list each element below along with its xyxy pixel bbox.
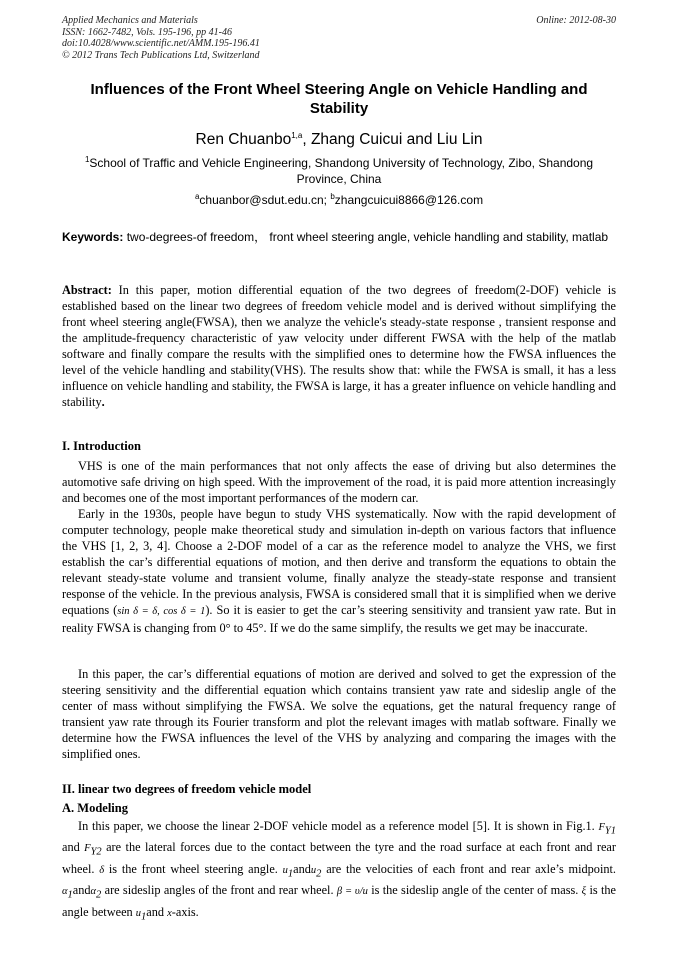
intro-paragraph-3: In this paper, the car’s differential equations of motion are derived and solved to get the expression of the steering sensitivity and the differential equation which contains transient yaw rate and sideslip angle of the center of mass without simplifying the FWSA. We solve the equations, get the natural frequency range of transient yaw rate through its Fourier transform and plot the relevant images with matlab software. Finally we determine how the FWSA influences the level of the VHS by analyzing and comparing the images with the simplified ones. (62, 667, 616, 761)
copyright-line: © 2012 Trans Tech Publications Ltd, Switzerland (62, 49, 260, 61)
journal-name: Applied Mechanics and Materials (62, 15, 198, 26)
modeling-and-1: and (293, 861, 311, 876)
abstract-end: . (101, 395, 105, 409)
email-a-superscript: a (194, 192, 200, 201)
author-superscript: 1,a (291, 130, 303, 140)
symbol-u2-subscript: 2 (316, 868, 322, 880)
modeling-text-7: is the sideslip angle of the center of mass. (367, 883, 582, 898)
email-b[interactable]: zhangcuicui8866@126.com (334, 193, 484, 207)
intro-p2-text-a: Early in the 1930s, people have begun to study VHS systematically. Now with the rapid development of computer technology, people make theoretical study and simulation in-depth on various factors that influence the VHS [1, 2, 3, 4]. Choose a 2-DOF model of a car as the reference model to analyze the VHS, we first establish the car’s differential equations of motion, and then derive and transform the equations to obtain the relevant steady-state volume and transient volume, finally analyze the steady-state response and transient response of the vehicle. In the previous analysis, FWSA is considered small that it is simplified when we derive equations ( (62, 507, 616, 617)
affiliation (62, 155, 616, 187)
email-a[interactable]: chuanbor@sdut.edu.cn; (199, 193, 331, 207)
section-heading-introduction: I. Introduction (62, 439, 141, 453)
symbol-delta: δ (99, 864, 105, 876)
modeling-text-6: are sideslip angles of the front and rear wheel. (101, 883, 337, 898)
section-heading-model: II. linear two degrees of freedom vehicle model (62, 782, 312, 796)
symbol-u1-repeat-subscript: 1 (141, 911, 147, 923)
modeling-and-2: and (72, 883, 91, 898)
intro-paragraph-1: VHS is one of the main performances that not only affects the ease of driving but also determines the automotive safe driving on high speed. With the improvement of the road, it is paid more attention increasingly and becomes one of the most important performances of the modern car. (62, 459, 616, 505)
email-b-superscript: b (330, 192, 335, 201)
modeling-text-10: -axis. (171, 904, 199, 919)
force-fy1: F (598, 822, 605, 833)
symbol-x: x (167, 907, 172, 919)
doi-line: doi:10.4028/www.scientific.net/AMM.195-196.41 (62, 38, 260, 49)
symbol-alpha1-subscript: 1 (67, 889, 73, 901)
symbol-alpha2-subscript: 2 (96, 889, 102, 901)
symbol-xi: ξ (581, 886, 587, 898)
online-date: Online: 2012-08-30 (536, 15, 616, 26)
keywords (62, 230, 616, 246)
force-fy2-subscript: Y2 (90, 846, 102, 858)
force-fy2: F (84, 843, 91, 855)
symbol-beta-equation: β = υ/u (336, 886, 368, 898)
symbol-u2: u (310, 864, 317, 876)
modeling-text-3: are the lateral forces due to the contact between the tyre and the road surface at each front and rear wheel. (62, 840, 616, 876)
force-fy1-subscript: Y1 (604, 825, 616, 837)
modeling-text-5: are the velocities of each front and rear axle’s midpoint. (321, 861, 617, 876)
affiliation-superscript: 1 (84, 155, 90, 164)
symbol-u1-repeat: u (135, 907, 141, 919)
symbol-alpha2: α (90, 886, 97, 898)
symbol-alpha1: α (62, 886, 68, 898)
intro-paragraph-2 (62, 506, 616, 636)
keywords-label: Keywords: (62, 230, 124, 244)
abstract (62, 282, 616, 410)
journal-header (62, 15, 260, 61)
symbol-u1: u (282, 864, 288, 876)
paper-title: Influences of the Front Wheel Steering Angle on Vehicle Handling and Stability (90, 81, 588, 117)
intro-p2-text-b: ). So it is easier to get the car’s steering sensitivity and transient yaw rate. But in reality FWSA is changing from 0° to 45°. If we do the same simplify, the results we get may be inaccurate. (62, 603, 616, 635)
modeling-text-1: In this paper, we choose the linear 2-DOF vehicle model as a reference model [5]. It is shown in Fig.1. (78, 819, 599, 833)
keywords-text: two-degrees-of freedom， front wheel steering angle, vehicle handling and stability, matlab (123, 230, 609, 244)
email-line (62, 193, 616, 207)
author-line (62, 131, 616, 149)
issn-line: ISSN: 1662-7482, Vols. 195-196, pp 41-46 (62, 26, 232, 38)
other-authors: , Zhang Cuicui and Liu Lin (302, 131, 483, 148)
small-angle-equation: sin δ = δ, cos δ = 1 (117, 606, 206, 617)
abstract-label: Abstract: (62, 283, 112, 297)
symbol-u1-subscript: 1 (287, 868, 294, 880)
subsection-heading-modeling: A. Modeling (62, 801, 128, 815)
modeling-paragraph (62, 818, 616, 925)
abstract-text: In this paper, motion differential equation of the two degrees of freedom(2-DOF) vehicle is established based on the linear two degrees of freedom vehicle model and is derived without simplifying the front wheel steering angle(FWSA), then we analyze the vehicle's steady-state response , transient response and the amplitude-frequency characteristic of yaw velocity under different FWSA with the help of the matlab software and finally compare the results with the simplified ones to determine how the FWSA influences the level of the vehicle handling and stability(VHS). The results show that: while the FWSA is small, it has a less influence on vehicle handling and stability, the FWSA is large, it has a greater influence on vehicle handling and stability (62, 283, 616, 409)
modeling-text-8: is the angle between (62, 883, 617, 919)
affiliation-text: School of Traffic and Vehicle Engineering, Shandong University of Technology, Zibo, Shandong Province, China (89, 156, 594, 186)
modeling-text-4: is the front wheel steering angle. (104, 861, 283, 876)
modeling-text-9: and (146, 904, 168, 919)
author-name: Ren Chuanbo (195, 131, 292, 148)
modeling-text-2: and (62, 840, 85, 855)
